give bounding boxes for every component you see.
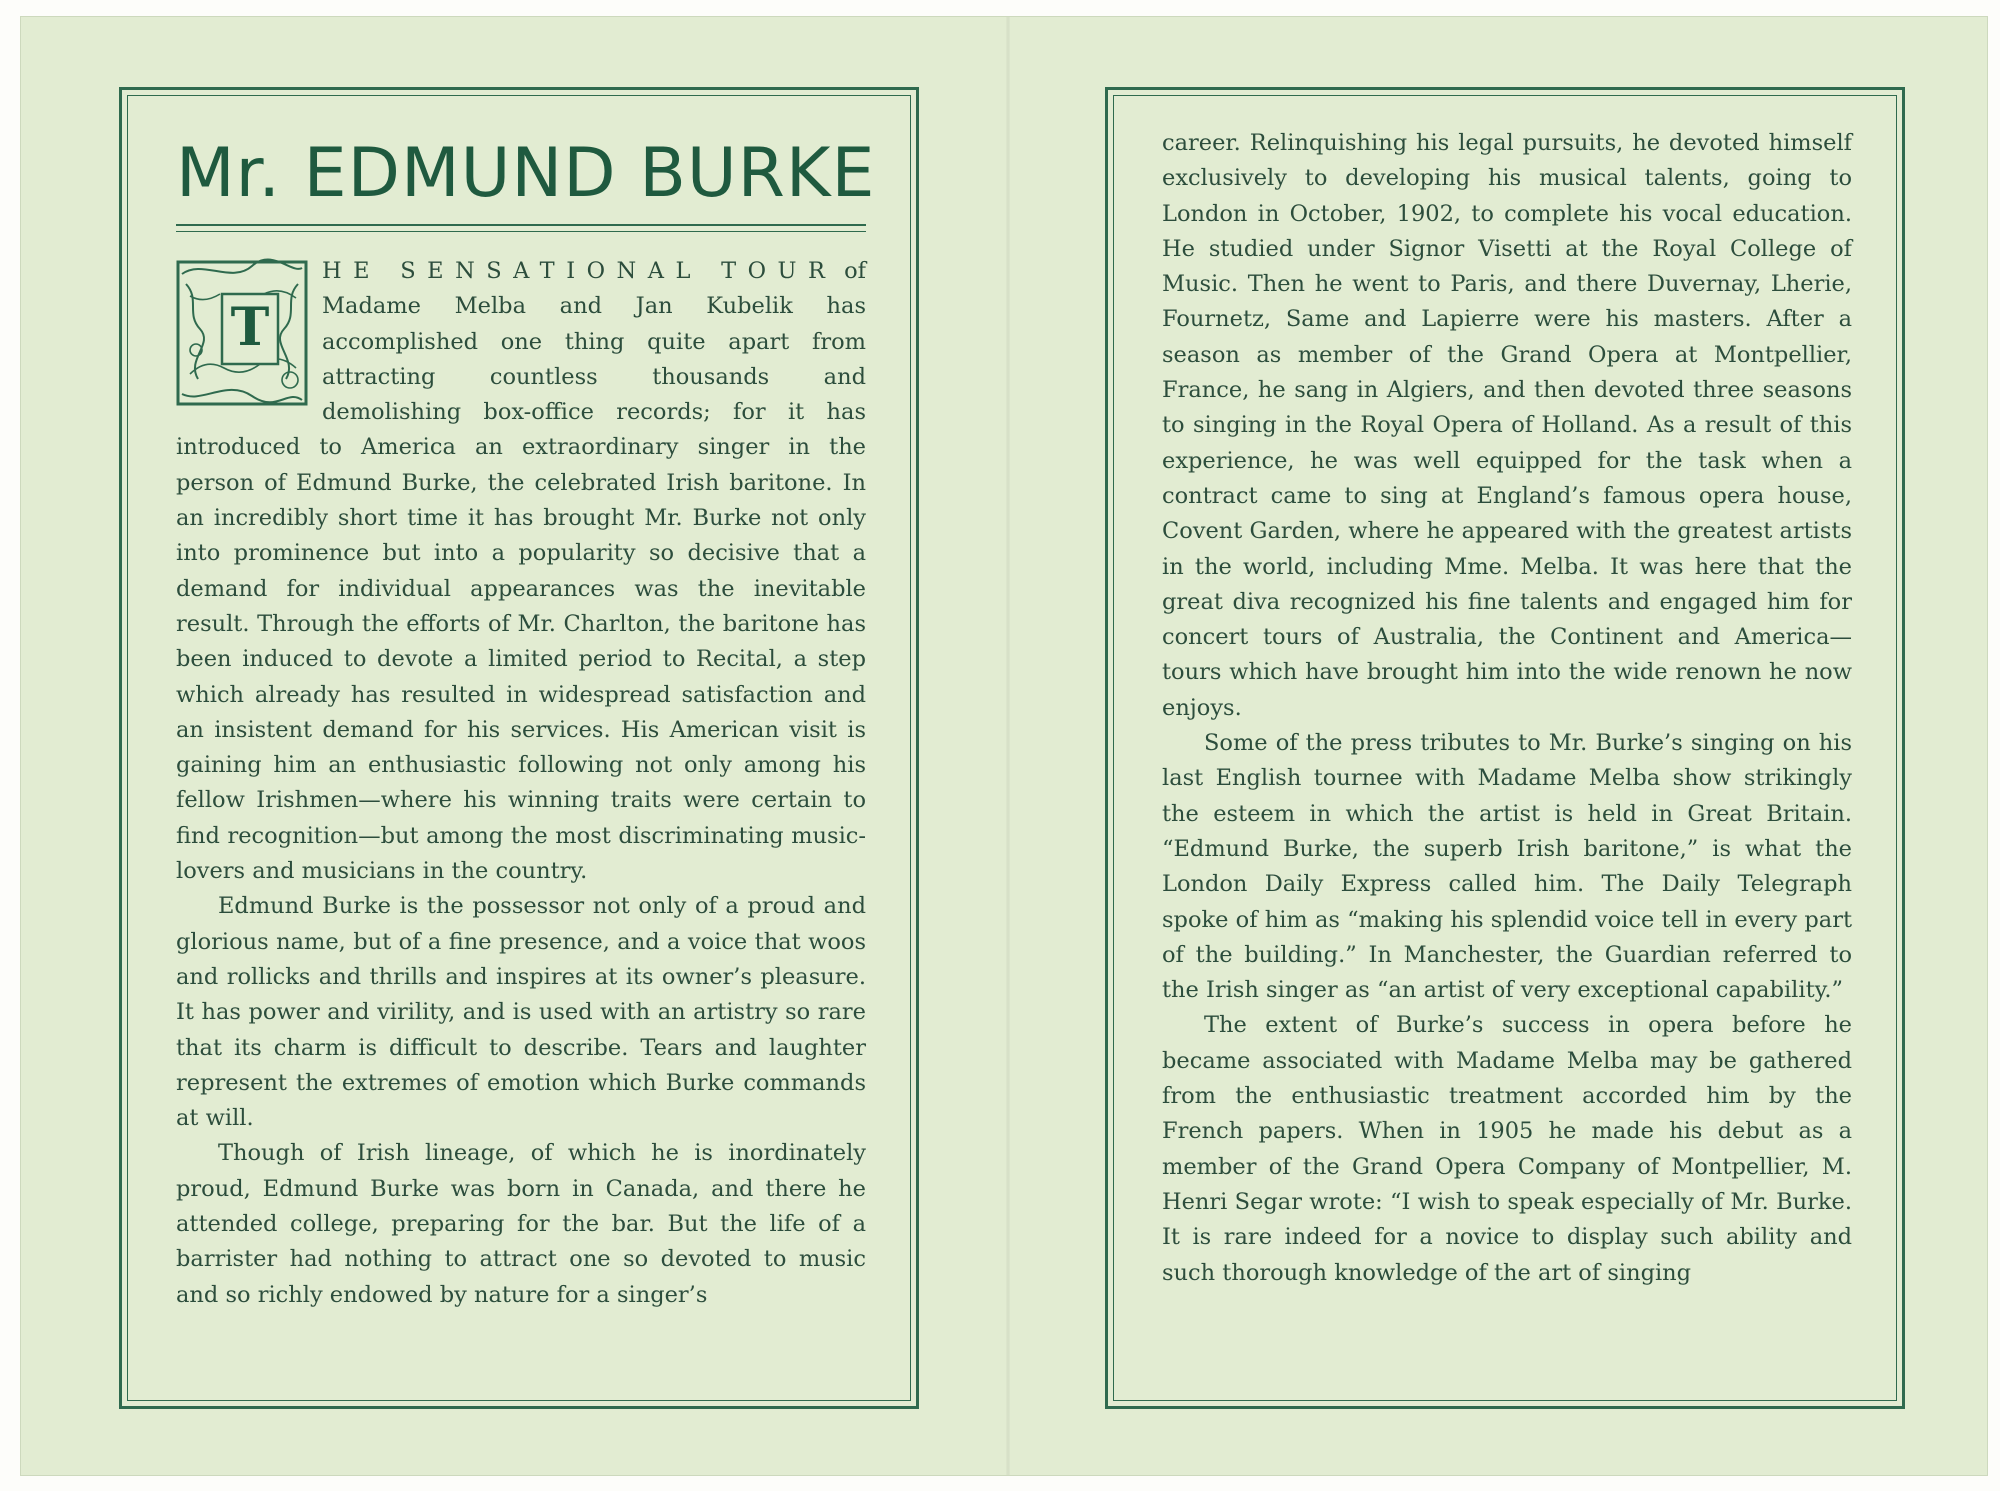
title-rule-bottom <box>176 231 866 232</box>
right-column-text <box>1162 126 1852 1291</box>
center-fold <box>1006 17 1010 1475</box>
left-paragraph-1 <box>176 254 866 889</box>
left-paragraph-3: Though of Irish lineage, of which he is inordinately proud, Edmund Burke was born in Canada, and there he attended college, preparing for the bar. But the life of a barrister had nothing to attract one so devoted to music and so richly endowed by nature for a singer’s <box>176 1140 866 1308</box>
right-paragraph-1: career. Relinquishing his legal pursuits, he devoted himself exclusively to developing his musical talents, going to London in October, 1902, to complete his vocal education. He studied under Signor Visetti at the Royal College of Music. Then he went to Paris, and there Duvernay, Lherie, Fournetz, Same and Lapierre were his masters. After a season as member of the Grand Opera at Montpellier, France, he sang in Algiers, and then devoted three seasons to singing in the Royal Opera of Holland. As a result of this experience, he was well equipped for the task when a contract came to sing at England’s famous opera house, Covent Garden, where he appeared with the greatest artists in the world, including Mme. Melba. It was here that the great diva recognized his fine talents and engaged him for concert tours of Australia, the Continent and America—tours which have brought him into the wide renown he now enjoys. <box>1162 130 1852 721</box>
left-paragraph-2: Edmund Burke is the possessor not only of a proud and glorious name, but of a fine presence, and a voice that woos and rollicks and thrills and inspires at its owner’s pleasure. It has power and virility, and is used with an artistry so rare that its charm is difficult to describe. Tears and laughter represent the extremes of emotion which Burke commands at will. <box>176 893 866 1132</box>
left-page-panel <box>119 87 919 1409</box>
left-column-text <box>176 254 866 1313</box>
brochure-sheet <box>20 16 1988 1476</box>
right-paragraph-2: Some of the press tributes to Mr. Burke’s singing on his last English tournee with Madame Melba show strikingly the esteem in which the artist is held in Great Britain. “Edmund Burke, the superb Irish baritone,” is what the London Daily Express called him. The Daily Telegraph spoke of him as “making his splendid voice tell in every part of the building.” In Manchester, the Guardian referred to the Irish singer as “an artist of very exceptional capability.” <box>1162 730 1852 1004</box>
title-rule-top <box>176 224 866 226</box>
ornamental-dropcap <box>172 254 312 412</box>
left-paragraph-1-text: of Madame Melba and Jan Kubelik has accomplished one thing quite apart from attracting countless thousands and demolishing box-office records; for it has introduced to America an extraordinary singer in the person of Edmund Burke, the celebrated Irish baritone. In an incredibly short time it has brought Mr. Burke not only into prominence but into a popularity so decisive that a demand for individual appearances was the inevitable result. Through the efforts of Mr. Charlton, the baritone has been induced to devote a limited period to Recital, a step which already has resulted in widespread satisfaction and an insistent demand for his services. His American visit is gaining him an enthusiastic following not only among his fellow Irishmen—where his winning traits were certain to find recognition—but among the most discriminating music-lovers and musicians in the country. <box>176 258 866 885</box>
dropcap-letter: T <box>230 297 270 358</box>
right-page-panel <box>1105 87 1905 1409</box>
right-paragraph-3: The extent of Burke’s success in opera before he became associated with Madame Melba may be gathered from the enthusiastic treatment accorded him by the French papers. When in 1905 he made his debut as a member of the Grand Opera Company of Montpellier, M. Henri Segar wrote: “I wish to speak especially of Mr. Burke. It is rare indeed for a novice to display such ability and such thorough knowledge of the art of singing <box>1162 1012 1852 1286</box>
page-title: Mr. EDMUND BURKE <box>176 134 876 213</box>
lead-in-caps: HE SENSATIONAL TOUR <box>322 258 837 284</box>
